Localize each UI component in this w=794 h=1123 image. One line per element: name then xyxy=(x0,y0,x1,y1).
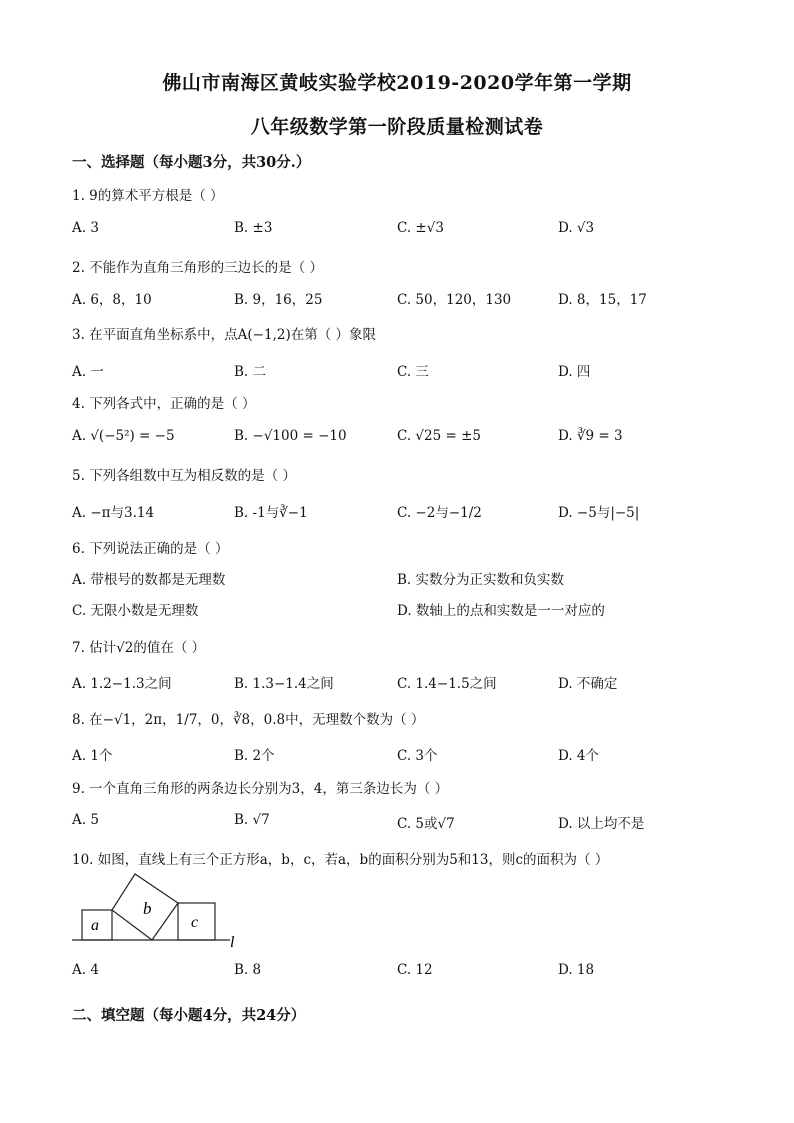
question-8-option-a: A. 1个 xyxy=(72,748,113,764)
question-4-stem: 4. 下列各式中，正确的是（ ） xyxy=(72,396,256,412)
question-6-option-b: B. 实数分为正实数和负实数 xyxy=(397,572,565,588)
question-8-option-b: B. 2个 xyxy=(234,748,275,764)
question-10-option-d: D. 18 xyxy=(558,962,595,978)
question-1-option-a: A. 3 xyxy=(72,220,99,236)
question-9-stem: 9. 一个直角三角形的两条边长分别为3，4，第三条边长为（ ） xyxy=(72,781,449,797)
question-2-option-b: B. 9，16，25 xyxy=(234,292,323,308)
question-10-option-b: B. 8 xyxy=(234,962,262,978)
section-heading-fill-in: 二、填空题（每小题4分，共24分） xyxy=(72,1007,306,1024)
question-4-option-a: A. √(−5²) = −5 xyxy=(72,428,175,444)
question-6-option-c: C. 无限小数是无理数 xyxy=(72,603,199,619)
question-4-option-d: D. ∛9 = 3 xyxy=(558,428,623,444)
question-9-option-a: A. 5 xyxy=(72,812,99,828)
question-6-option-d: D. 数轴上的点和实数是一一对应的 xyxy=(397,603,605,619)
label-l: l xyxy=(230,934,235,950)
question-5-option-c: C. −2与−1/2 xyxy=(397,505,482,521)
label-b: b xyxy=(143,899,152,918)
question-7-stem: 7. 估计√2的值在（ ） xyxy=(72,640,206,656)
question-3-option-b: B. 二 xyxy=(234,364,267,380)
question-1-option-d: D. √3 xyxy=(558,220,595,236)
question-6-option-a: A. 带根号的数都是无理数 xyxy=(72,572,226,588)
question-7-option-d: D. 不确定 xyxy=(558,676,618,692)
label-c: c xyxy=(191,914,199,931)
question-5-stem: 5. 下列各组数中互为相反数的是（ ） xyxy=(72,468,296,484)
question-9-option-d: D. 以上均不是 xyxy=(558,816,645,832)
question-2-option-a: A. 6，8，10 xyxy=(72,292,152,308)
exam-title-line2: 八年级数学第一阶段质量检测试卷 xyxy=(250,116,544,138)
question-8-option-d: D. 4个 xyxy=(558,748,600,764)
question-9-option-c: C. 5或√7 xyxy=(397,816,455,832)
question-1-stem: 1. 9的算术平方根是（ ） xyxy=(72,188,224,204)
exam-title-line1: 佛山市南海区黄岐实验学校2019-2020学年第一学期 xyxy=(162,72,632,94)
question-6-stem: 6. 下列说法正确的是（ ） xyxy=(72,541,229,557)
question-9-option-b: B. √7 xyxy=(234,812,270,828)
question-5-option-b: B. -1与∛−1 xyxy=(234,505,308,521)
question-7-option-a: A. 1.2−1.3之间 xyxy=(72,676,172,692)
question-3-stem: 3. 在平面直角坐标系中，点A(−1,2)在第（ ）象限 xyxy=(72,327,377,343)
question-3-option-a: A. 一 xyxy=(72,364,104,380)
question-4-option-c: C. √25 = ±5 xyxy=(397,428,482,444)
question-10-option-a: A. 4 xyxy=(72,962,99,978)
question-10-stem: 10. 如图，直线上有三个正方形a，b，c，若a，b的面积分别为5和13，则c的面积为（ ） xyxy=(72,852,609,868)
question-8-option-c: C. 3个 xyxy=(397,748,438,764)
question-5-option-a: A. −π与3.14 xyxy=(72,505,155,521)
question-5-option-d: D. −5与|−5| xyxy=(558,505,640,521)
question-7-option-c: C. 1.4−1.5之间 xyxy=(397,676,497,692)
label-a: a xyxy=(91,917,99,934)
question-3-option-c: C. 三 xyxy=(397,364,429,380)
question-2-option-d: D. 8，15，17 xyxy=(558,292,647,308)
question-3-option-d: D. 四 xyxy=(558,364,591,380)
question-8-stem: 8. 在−√1，2π，1/7，0，∛8，0.8中，无理数个数为（ ） xyxy=(72,712,425,728)
question-2-stem: 2. 不能作为直角三角形的三边长的是（ ） xyxy=(72,260,323,276)
question-10-option-c: C. 12 xyxy=(397,962,433,978)
question-7-option-b: B. 1.3−1.4之间 xyxy=(234,676,334,692)
question-1-option-c: C. ±√3 xyxy=(397,220,444,236)
question-4-option-b: B. −√100 = −10 xyxy=(234,428,347,444)
question-2-option-c: C. 50，120，130 xyxy=(397,292,512,308)
section-heading-choice: 一、选择题（每小题3分，共30分.） xyxy=(72,154,311,171)
question-1-option-b: B. ±3 xyxy=(234,220,273,236)
squares-on-line-figure xyxy=(72,868,247,950)
